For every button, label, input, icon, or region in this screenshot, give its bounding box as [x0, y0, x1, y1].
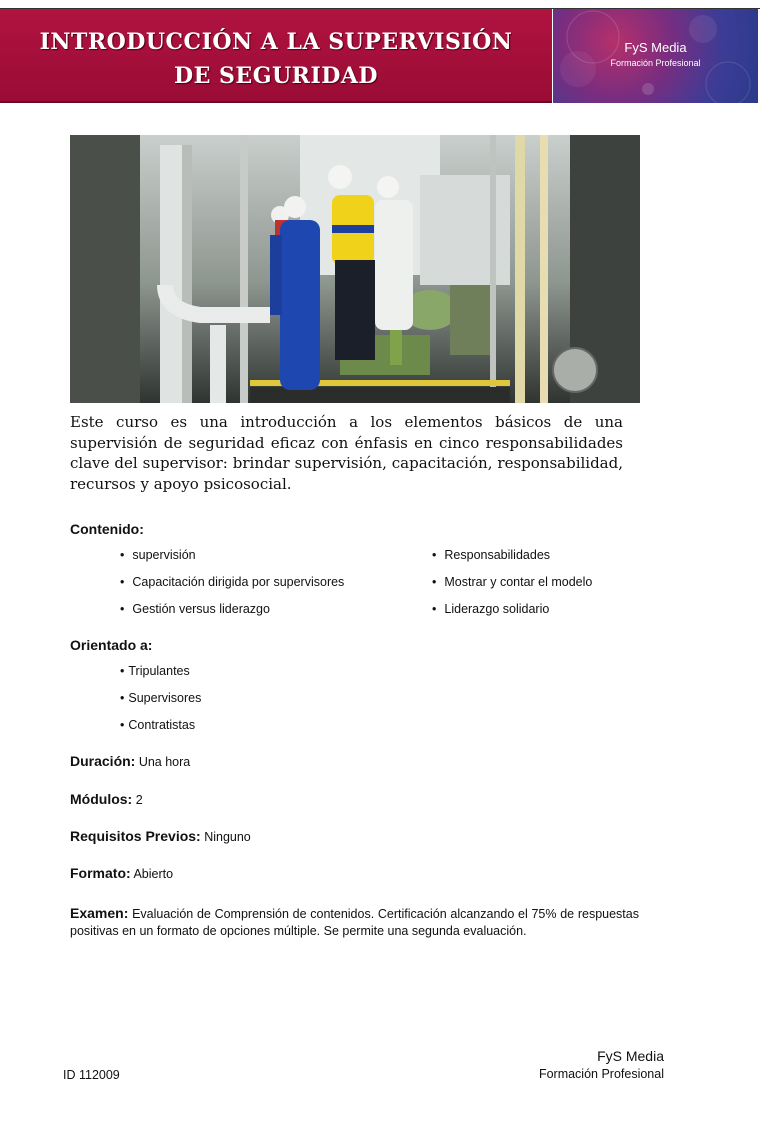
contenido-item: • Gestión versus liderazgo — [120, 602, 270, 616]
contenido-heading: Contenido: — [70, 521, 144, 537]
formato-label: Formato: — [70, 865, 131, 881]
title-banner — [0, 9, 552, 103]
requisitos-field — [70, 828, 251, 844]
requisitos-label: Requisitos Previos: — [70, 828, 201, 844]
contenido-item: • Mostrar y contar el modelo — [432, 575, 592, 589]
contenido-item: • supervisión — [120, 548, 196, 562]
course-description: Este curso es una introducción a los elementos básicos de una supervisión de seguridad eficaz con énfasis en cinco responsabilidades clave del supervisor: brindar supervisión, capacitación, responsabilidad, recursos y apoyo psicosocial. — [70, 413, 623, 493]
audience-item: • Tripulantes — [120, 664, 190, 678]
examen-text: Evaluación de Comprensión de contenidos. Certificación alcanzando el 75% de respuestas positivas en un formato de opciones múltiple. Se permite una segunda evaluación. — [70, 907, 639, 938]
examen-label: Examen: — [70, 905, 129, 921]
brand-name: FyS Media — [624, 40, 687, 55]
contenido-item: • Capacitación dirigida por supervisores — [120, 575, 344, 589]
requisitos-value: Ninguno — [204, 830, 251, 844]
duracion-label: Duración: — [70, 753, 136, 769]
footer-brand-tagline: Formación Profesional — [538, 1067, 664, 1081]
formato-field — [70, 865, 173, 881]
brand-banner — [553, 9, 758, 103]
course-id: ID 112009 — [63, 1068, 120, 1082]
contenido-item: • Responsabilidades — [432, 548, 550, 562]
modulos-label: Módulos: — [70, 791, 133, 807]
page-title-line-1: INTRODUCCIÓN A LA SUPERVISIÓN — [39, 29, 513, 55]
orientado-heading: Orientado a: — [70, 637, 153, 653]
audience-item: • Supervisores — [120, 691, 201, 705]
bokeh-decoration — [553, 9, 758, 103]
audience-item: • Contratistas — [120, 718, 195, 732]
contenido-item: • Liderazgo solidario — [432, 602, 549, 616]
examen-section — [70, 905, 639, 940]
page-title-line-2: DE SEGURIDAD — [174, 63, 378, 89]
formato-value: Abierto — [133, 867, 174, 881]
footer-brand — [539, 1047, 664, 1083]
duracion-field — [70, 753, 190, 769]
modulos-value: 2 — [135, 793, 143, 807]
course-photo — [70, 135, 640, 403]
duracion-value: Una hora — [138, 755, 191, 769]
footer-brand-name: FyS Media — [597, 1048, 664, 1064]
modulos-field — [70, 791, 143, 807]
page-title — [0, 25, 552, 93]
brand-tagline: Formación Profesional — [610, 58, 701, 68]
engine-room-illustration — [70, 135, 640, 403]
